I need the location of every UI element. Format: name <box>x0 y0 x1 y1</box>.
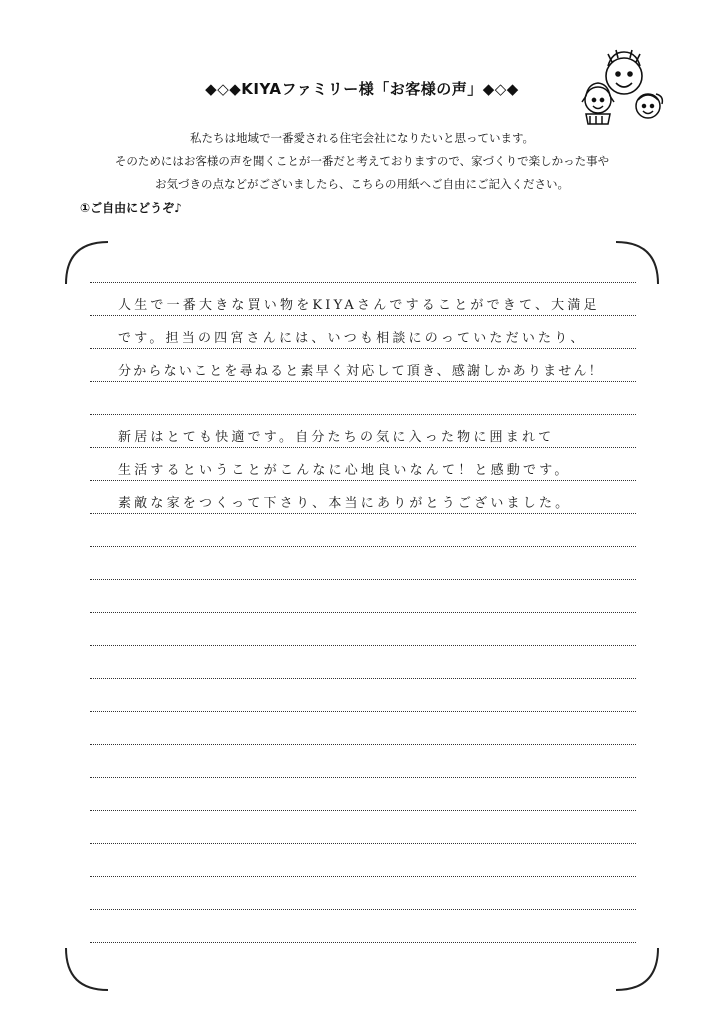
ruled-line <box>90 414 636 415</box>
handwriting-line-2: です。担当の四宮さんには、いつも相談にのっていただいたり、 <box>118 331 587 346</box>
face-baby-icon <box>636 94 662 118</box>
ruled-line <box>90 579 636 580</box>
intro-line-1: 私たちは地域で一番愛される住宅会社になりたいと思っています。 <box>189 131 535 145</box>
handwriting-line-3: 分からないことを尋ねると素早く対応して頂き、感謝しかありません！ <box>118 364 604 379</box>
page-title: ◆◇◆KIYAファミリー様「お客様の声」◆◇◆ <box>205 80 519 98</box>
ruled-line <box>90 876 636 877</box>
ruled-line <box>90 447 636 448</box>
ruled-line <box>90 909 636 910</box>
ruled-line <box>90 480 636 481</box>
ruled-line <box>90 612 636 613</box>
ruled-line <box>90 744 636 745</box>
prompt-label: ①ご自由にどうぞ♪ <box>80 201 182 215</box>
ruled-line <box>90 513 636 514</box>
ruled-line <box>90 315 636 316</box>
ruled-line <box>90 282 636 283</box>
handwriting-line-5: 新居はとても快適です。自分たちの気に入った物に囲まれて <box>118 430 555 445</box>
ruled-line <box>90 843 636 844</box>
ruled-line <box>90 645 636 646</box>
writing-frame <box>64 240 660 992</box>
frame-corner-bottom-right <box>616 948 658 990</box>
ruled-line <box>90 348 636 349</box>
ruled-line <box>90 777 636 778</box>
ruled-line <box>90 678 636 679</box>
frame-corner-top-right <box>616 242 658 284</box>
frame-corner-top-left <box>66 242 108 284</box>
handwriting-line-6: 生活するということがこんなに心地良いなんて！と感動です。 <box>118 463 571 478</box>
family-illustration <box>572 44 672 134</box>
frame-corner-bottom-left <box>66 948 108 990</box>
ruled-line <box>90 381 636 382</box>
intro-line-2: そのためにはお客様の声を聞くことが一番だと考えておりますので、家づくりで楽しかった事や <box>114 154 610 168</box>
ruled-line <box>90 711 636 712</box>
handwriting-line-7: 素敵な家をつくって下さり、本当にありがとうございました。 <box>118 496 572 511</box>
ruled-line <box>90 546 636 547</box>
face-small-icon <box>582 83 614 124</box>
face-large-icon <box>606 50 642 94</box>
intro-line-3: お気づきの点などがございましたら、こちらの用紙へご自由にご記入ください。 <box>155 177 569 191</box>
handwriting-line-1: 人生で一番大きな買い物をKIYAさんですることができて、大満足 <box>118 298 600 313</box>
ruled-line <box>90 810 636 811</box>
ruled-line <box>90 942 636 943</box>
